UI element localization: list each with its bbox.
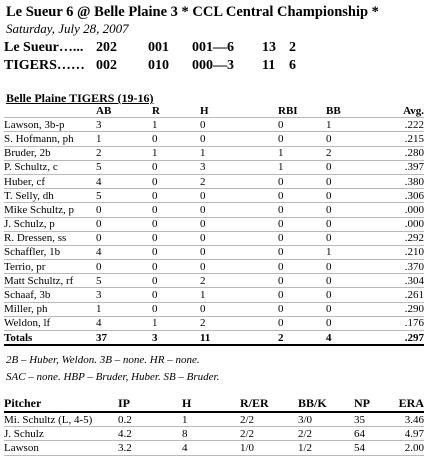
column-header-h: H — [182, 396, 192, 410]
batting-cell-player: Weldon, lf — [4, 317, 51, 330]
batting-cell-player: Lawson, 3b-p — [4, 118, 65, 131]
totals-cell-r: 3 — [152, 331, 158, 344]
batting-row — [4, 174, 424, 188]
column-header-r: R — [152, 104, 160, 117]
pitching-cell-r-er: 2/2 — [240, 427, 255, 440]
batting-cell-rbi: 0 — [278, 260, 284, 273]
batting-cell-r: 0 — [152, 218, 158, 231]
batting-cell-bb: 0 — [326, 289, 332, 302]
batting-cell-bb: 0 — [326, 132, 332, 145]
batting-cell-r: 1 — [152, 147, 158, 160]
batting-cell-avg: .280 — [404, 147, 424, 160]
pitching-cell-era: 3.46 — [404, 413, 424, 426]
batting-cell-player: R. Dressen, ss — [4, 232, 67, 245]
game-date: Saturday, July 28, 2007 — [6, 21, 129, 36]
pitching-cell-r-er: 1/0 — [240, 441, 255, 454]
batting-cell-rbi: 0 — [278, 246, 284, 259]
totals-cell-bb: 4 — [326, 331, 332, 344]
linescore-hits: 11 — [262, 58, 276, 73]
batting-row — [4, 118, 424, 132]
totals-cell-rbi: 2 — [278, 331, 284, 344]
batting-cell-h: 0 — [200, 260, 206, 273]
batting-cell-r: 0 — [152, 175, 158, 188]
linescore-team: TIGERS…… — [4, 58, 85, 73]
batting-cell-player: Mike Schultz, p — [4, 203, 74, 216]
linescore-innings-7-9: 000—3 — [192, 58, 234, 73]
batting-cell-avg: .306 — [404, 189, 424, 202]
batting-cell-avg: .000 — [404, 218, 424, 231]
linescore-innings-4-6: 001 — [148, 40, 169, 55]
batting-cell-r: 0 — [152, 246, 158, 259]
linescore-innings-4-6: 010 — [148, 58, 169, 73]
batting-cell-rbi: 0 — [278, 189, 284, 202]
batting-cell-avg: .000 — [404, 203, 424, 216]
batting-cell-avg: .261 — [404, 289, 424, 302]
batting-cell-rbi: 0 — [278, 317, 284, 330]
misc-notes: SAC – none. HBP – Bruder, Huber. SB – Bruder. — [6, 371, 220, 383]
batting-cell-rbi: 0 — [278, 274, 284, 287]
batting-cell-r: 0 — [152, 289, 158, 302]
batting-cell-ab: 4 — [96, 175, 102, 188]
batting-row — [4, 316, 424, 330]
column-header-r-er: R/ER — [240, 396, 269, 410]
batting-cell-bb: 0 — [326, 189, 332, 202]
column-header-bb-k: BB/K — [298, 396, 327, 410]
batting-row — [4, 203, 424, 217]
batting-cell-bb: 0 — [326, 232, 332, 245]
batting-cell-bb: 0 — [326, 317, 332, 330]
batting-cell-h: 0 — [200, 189, 206, 202]
batting-cell-player: Huber, cf — [4, 175, 46, 188]
batting-row — [4, 231, 424, 245]
batting-cell-rbi: 0 — [278, 218, 284, 231]
batting-row — [4, 245, 424, 259]
column-header-bb: BB — [326, 104, 341, 117]
batting-cell-r: 0 — [152, 274, 158, 287]
pitching-cell-ip: 3.2 — [118, 441, 132, 454]
linescore-team: Le Sueur…... — [4, 40, 84, 55]
batting-cell-player: Schaffler, 1b — [4, 246, 61, 259]
batting-cell-h: 0 — [200, 203, 206, 216]
pitching-cell-r-er: 2/2 — [240, 413, 255, 426]
batting-cell-ab: 0 — [96, 232, 102, 245]
batting-cell-ab: 3 — [96, 118, 102, 131]
batting-cell-r: 1 — [152, 118, 158, 131]
batting-cell-player: Schaaf, 3b — [4, 289, 51, 302]
batting-cell-bb: 0 — [326, 161, 332, 174]
batting-cell-h: 2 — [200, 317, 206, 330]
linescore-innings-1-3: 202 — [96, 40, 117, 55]
batting-cell-player: Bruder, 2b — [4, 147, 51, 160]
pitching-cell-np: 54 — [354, 441, 365, 454]
batting-cell-h: 2 — [200, 175, 206, 188]
column-header-player — [4, 104, 96, 118]
batting-cell-rbi: 0 — [278, 175, 284, 188]
batting-cell-r: 0 — [152, 189, 158, 202]
batting-cell-h: 0 — [200, 232, 206, 245]
column-header-np: NP — [354, 396, 370, 410]
game-title: Le Sueur 6 @ Belle Plaine 3 * CCL Central Championship * — [6, 4, 379, 20]
batting-cell-bb: 0 — [326, 175, 332, 188]
pitching-cell-pitcher: J. Schulz — [4, 427, 44, 440]
linescore-hits: 13 — [262, 40, 276, 55]
batting-cell-ab: 5 — [96, 274, 102, 287]
batting-cell-player: Terrio, pr — [4, 260, 46, 273]
pitching-row — [4, 427, 424, 441]
column-header-ab: AB — [96, 104, 112, 117]
pitching-cell-h: 1 — [182, 413, 188, 426]
pitching-cell-bb-k: 3/0 — [298, 413, 313, 426]
batting-cell-ab: 0 — [96, 203, 102, 216]
linescore-innings-1-3: 002 — [96, 58, 117, 73]
pitching-table — [4, 395, 424, 456]
batting-cell-avg: .215 — [404, 132, 424, 145]
team-heading: Belle Plaine TIGERS (19-16) — [6, 91, 154, 105]
batting-cell-ab: 5 — [96, 161, 102, 174]
batting-cell-ab: 2 — [96, 147, 102, 160]
totals-cell-h: 11 — [200, 331, 211, 344]
batting-cell-ab: 4 — [96, 317, 102, 330]
batting-cell-h: 0 — [200, 118, 206, 131]
batting-cell-ab: 0 — [96, 260, 102, 273]
batting-cell-bb: 0 — [326, 203, 332, 216]
batting-cell-bb: 0 — [326, 303, 332, 316]
batting-cell-player: Matt Schultz, rf — [4, 274, 74, 287]
pitching-cell-pitcher: Lawson — [4, 441, 39, 454]
batting-cell-avg: .290 — [404, 303, 424, 316]
pitching-cell-ip: 0.2 — [118, 413, 132, 426]
batting-row — [4, 217, 424, 231]
batting-cell-bb: 1 — [326, 246, 332, 259]
pitching-row — [4, 412, 424, 427]
pitching-cell-h: 8 — [182, 427, 188, 440]
batting-cell-rbi: 0 — [278, 232, 284, 245]
batting-cell-player: Miller, ph — [4, 303, 48, 316]
batting-cell-ab: 0 — [96, 218, 102, 231]
pitching-cell-bb-k: 2/2 — [298, 427, 313, 440]
batting-cell-h: 1 — [200, 289, 206, 302]
batting-totals-row — [4, 331, 424, 346]
column-header-h: H — [200, 104, 209, 117]
batting-cell-r: 0 — [152, 203, 158, 216]
batting-cell-bb: 0 — [326, 274, 332, 287]
pitching-cell-bb-k: 1/2 — [298, 441, 313, 454]
batting-cell-avg: .380 — [404, 175, 424, 188]
extra-base-notes: 2B – Huber, Weldon. 3B – none. HR – none. — [6, 354, 200, 366]
batting-cell-ab: 3 — [96, 289, 102, 302]
batting-cell-avg: .222 — [404, 118, 424, 131]
pitching-cell-pitcher: Mi. Schultz (L, 4-5) — [4, 413, 93, 426]
batting-cell-bb: 0 — [326, 260, 332, 273]
batting-cell-avg: .304 — [404, 274, 424, 287]
batting-row — [4, 160, 424, 174]
batting-row — [4, 189, 424, 203]
batting-cell-r: 0 — [152, 232, 158, 245]
batting-row — [4, 146, 424, 160]
linescore-innings-7-9: 001—6 — [192, 40, 234, 55]
batting-cell-bb: 1 — [326, 118, 332, 131]
batting-row — [4, 288, 424, 302]
batting-row — [4, 132, 424, 146]
batting-cell-rbi: 1 — [278, 147, 284, 160]
batting-cell-rbi: 0 — [278, 132, 284, 145]
batting-cell-r: 0 — [152, 303, 158, 316]
column-header-ip: IP — [118, 396, 130, 410]
batting-row — [4, 260, 424, 274]
batting-cell-avg: .397 — [404, 161, 424, 174]
pitching-cell-era: 4.97 — [404, 427, 424, 440]
batting-cell-ab: 5 — [96, 189, 102, 202]
batting-row — [4, 274, 424, 288]
batting-cell-h: 0 — [200, 218, 206, 231]
pitching-cell-era: 2.00 — [404, 441, 424, 454]
totals-cell-avg: .297 — [404, 331, 424, 344]
batting-cell-player: P. Schultz, c — [4, 161, 58, 174]
batting-cell-r: 0 — [152, 260, 158, 273]
pitching-cell-ip: 4.2 — [118, 427, 132, 440]
batting-cell-h: 0 — [200, 303, 206, 316]
batting-cell-avg: .176 — [404, 317, 424, 330]
batting-cell-rbi: 0 — [278, 118, 284, 131]
batting-cell-bb: 2 — [326, 147, 332, 160]
linescore-errors: 6 — [289, 58, 296, 73]
batting-cell-avg: .370 — [404, 260, 424, 273]
totals-cell-ab: 37 — [96, 331, 107, 344]
batting-cell-h: 0 — [200, 246, 206, 259]
column-header-avg: Avg. — [403, 104, 424, 117]
pitching-cell-np: 64 — [354, 427, 365, 440]
batting-cell-h: 1 — [200, 147, 206, 160]
batting-cell-rbi: 0 — [278, 289, 284, 302]
batting-cell-h: 0 — [200, 132, 206, 145]
batting-header-row — [4, 104, 424, 118]
totals-cell-player: Totals — [4, 331, 33, 344]
batting-cell-avg: .210 — [404, 246, 424, 259]
batting-cell-bb: 0 — [326, 218, 332, 231]
linescore-errors: 2 — [289, 40, 296, 55]
batting-cell-avg: .292 — [404, 232, 424, 245]
batting-cell-r: 0 — [152, 161, 158, 174]
batting-cell-ab: 1 — [96, 303, 102, 316]
column-header-era: ERA — [398, 396, 424, 410]
pitching-header-row — [4, 395, 424, 412]
batting-cell-rbi: 0 — [278, 203, 284, 216]
batting-cell-player: J. Schulz, p — [4, 218, 55, 231]
pitching-row — [4, 441, 424, 455]
pitching-cell-h: 4 — [182, 441, 188, 454]
batting-cell-player: S. Hofmann, ph — [4, 132, 74, 145]
batting-row — [4, 302, 424, 316]
batting-cell-h: 2 — [200, 274, 206, 287]
batting-cell-rbi: 1 — [278, 161, 284, 174]
batting-cell-ab: 4 — [96, 246, 102, 259]
batting-cell-player: T. Selly, dh — [4, 189, 54, 202]
column-header-rbi: RBI — [278, 104, 298, 117]
batting-cell-r: 1 — [152, 317, 158, 330]
pitching-cell-np: 35 — [354, 413, 365, 426]
column-header-pitcher: Pitcher — [4, 396, 42, 410]
batting-table — [4, 104, 424, 346]
batting-cell-ab: 1 — [96, 132, 102, 145]
batting-cell-rbi: 0 — [278, 303, 284, 316]
batting-cell-r: 0 — [152, 132, 158, 145]
batting-cell-h: 3 — [200, 161, 206, 174]
